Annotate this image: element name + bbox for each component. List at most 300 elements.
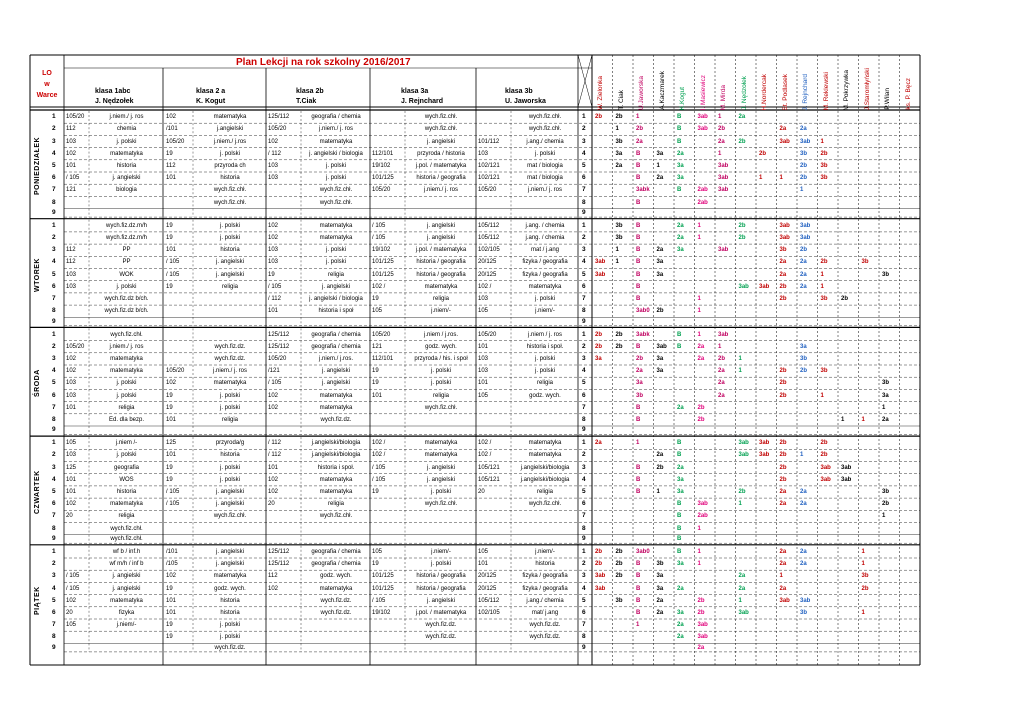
subject: j.niem./ j.ros. xyxy=(318,355,354,362)
room-number: 102 / xyxy=(478,283,492,290)
subject: historia i społ. xyxy=(317,464,355,471)
subject: wf b / inf.h xyxy=(112,548,141,555)
subject: religia xyxy=(327,271,345,278)
room-number: 105/20 xyxy=(372,187,391,194)
room-number: 103 xyxy=(66,452,77,459)
subject: wych.fiz.dz. xyxy=(214,644,246,651)
teacher-assignment: 3ab xyxy=(718,187,729,194)
teacher-assignment: 3abk xyxy=(636,187,650,194)
teacher-assignment: B xyxy=(677,440,682,447)
room-number: 103 xyxy=(66,283,77,290)
lesson-number: 6 xyxy=(582,608,586,616)
room-number: 20 xyxy=(268,501,275,508)
teacher-assignment: 2a xyxy=(718,368,725,375)
teacher-assignment: 1 xyxy=(820,283,824,290)
teacher-assignment: B xyxy=(636,235,641,241)
room-number: 112 xyxy=(66,259,76,266)
teacher-assignment: 3b xyxy=(882,271,890,278)
teacher-assignment: 2b xyxy=(779,283,787,290)
teacher-assignment: 1 xyxy=(636,114,640,121)
teacher-assignment: B xyxy=(636,247,641,254)
lesson-number: 6 xyxy=(582,174,586,182)
subject: j. angielski xyxy=(215,489,245,495)
subject: matematyka xyxy=(110,501,143,508)
lesson-number: 2 xyxy=(52,451,56,459)
subject: religia xyxy=(432,296,450,302)
room-number: 20/125 xyxy=(478,585,497,592)
teacher-assignment: 2b xyxy=(697,404,705,411)
subject: j. angielski xyxy=(215,501,245,508)
teacher-assignment: 3a xyxy=(656,355,664,362)
subject: matematyka xyxy=(319,222,353,229)
subject: j.niem/- xyxy=(431,548,451,555)
room-number: 102 / xyxy=(372,440,386,447)
room-number: / 105 xyxy=(268,380,282,387)
subject: historia xyxy=(220,175,240,182)
teacher-assignment: 2b xyxy=(615,548,623,555)
lesson-number: 9 xyxy=(52,426,56,434)
room-number: 101 xyxy=(166,452,177,459)
teacher-assignment: 3a xyxy=(656,585,664,592)
room-number: /121 xyxy=(268,368,280,375)
lesson-number: 9 xyxy=(52,534,56,542)
teacher-assignment: 2b xyxy=(800,175,808,182)
teacher-assignment: 2a xyxy=(779,489,787,495)
teacher-assignment: 2a xyxy=(656,609,664,616)
room-number: 102 xyxy=(268,235,279,241)
teacher-name: K.Kogut xyxy=(679,86,686,110)
room-number: 112 xyxy=(268,573,278,580)
room-number: 101/125 xyxy=(372,585,394,592)
subject: j.niem./ j. ros xyxy=(109,114,144,121)
teacher-assignment: 2ab xyxy=(697,199,708,206)
subject: j. polski xyxy=(325,162,347,169)
teacher-name: J. Nędzołek xyxy=(740,76,748,110)
room-number: 103 xyxy=(268,175,279,182)
teacher-assignment: B xyxy=(636,609,641,616)
class-teacher: J. Nędzołek xyxy=(95,98,134,105)
lesson-number: 6 xyxy=(52,500,56,508)
teacher-assignment: 2a xyxy=(800,283,807,290)
teacher-assignment: 1 xyxy=(820,392,824,399)
teacher-assignment: 2b xyxy=(738,489,746,495)
teacher-assignment: 2a xyxy=(656,247,664,254)
subject: matematyka xyxy=(319,489,353,495)
subject: j. angielski xyxy=(426,235,456,241)
subject: j. polski xyxy=(219,464,241,471)
subject: j. polski xyxy=(219,634,241,641)
class-name: klasa 3a xyxy=(401,88,429,95)
subject: j. polski xyxy=(534,150,556,157)
lesson-number: 7 xyxy=(52,186,56,194)
room-number: 19 xyxy=(166,392,173,399)
teacher-assignment: 2b xyxy=(656,464,664,471)
subject: matematyka xyxy=(213,380,247,387)
room-number: 101 xyxy=(478,561,489,568)
room-number: 105 xyxy=(66,440,77,447)
lesson-number: 4 xyxy=(52,149,56,157)
day-label: PONIEDZIAŁEK xyxy=(34,136,41,196)
teacher-assignment: B xyxy=(677,126,682,133)
room-number: /101 xyxy=(166,548,178,555)
lesson-number: 2 xyxy=(52,560,56,568)
subject: wych.fiz.chł. xyxy=(319,513,353,520)
subject: j. angielski xyxy=(215,548,245,555)
subject: j. polski xyxy=(534,368,556,375)
teacher-assignment: 2a xyxy=(677,464,684,471)
room-number: 102 / xyxy=(372,452,386,459)
teacher-assignment: 2a xyxy=(697,644,705,651)
lesson-number: 7 xyxy=(52,403,56,411)
lesson-number: 4 xyxy=(582,149,586,157)
lesson-number: 3 xyxy=(582,246,586,254)
teacher-assignment: B xyxy=(636,271,641,278)
subject: j. polski xyxy=(219,235,241,241)
page-title: Plan Lekcji na rok szkolny 2016/2017 xyxy=(236,57,411,68)
subject: j.niem./ j. ros xyxy=(212,368,248,375)
teacher-assignment: 2a xyxy=(779,259,787,266)
room-number: 105/20 xyxy=(166,368,185,375)
room-number: / 105 xyxy=(372,235,386,241)
subject: wych.fiz.dz b/ch. xyxy=(104,296,149,302)
subject: j. polski xyxy=(116,138,137,145)
teacher-assignment: 1 xyxy=(738,355,742,362)
teacher-assignment: 2a xyxy=(718,392,725,399)
teacher-assignment: 3a xyxy=(677,247,684,254)
subject: j.angielski/biologia xyxy=(311,440,361,447)
room-number: / 105 xyxy=(166,489,180,495)
teacher-assignment: B xyxy=(677,331,682,338)
teacher-assignment: 3ab xyxy=(595,573,606,580)
teacher-assignment: 2a xyxy=(718,138,725,145)
subject: wych.fiz.chł. xyxy=(528,501,562,508)
teacher-assignment: 1 xyxy=(697,561,701,568)
teacher-assignment: 1 xyxy=(800,452,804,459)
subject: historia xyxy=(535,561,555,568)
teacher-assignment: 2b xyxy=(738,235,746,241)
teacher-name: I. Masiewicz xyxy=(699,74,707,110)
teacher-assignment: 2a xyxy=(800,501,807,508)
teacher-assignment: 2b xyxy=(738,138,746,145)
teacher-assignment: 2a xyxy=(882,416,889,423)
teacher-assignment: 2b xyxy=(800,368,808,375)
class-name: klasa 2 a xyxy=(196,88,226,95)
subject: j. polski xyxy=(219,476,241,483)
teacher-assignment: 3ab xyxy=(800,138,811,145)
room-number: / 105 xyxy=(66,175,80,182)
teacher-assignment: 3ab xyxy=(759,440,770,447)
subject: wych.fiz.dz b/ch. xyxy=(104,308,149,315)
subject: wych.fiz.dz. xyxy=(214,355,246,362)
subject: wych.fiz.chł. xyxy=(424,404,458,411)
teacher-assignment: B xyxy=(677,501,682,508)
lesson-number: 9 xyxy=(582,534,586,542)
teacher-assignment: 2a xyxy=(656,452,664,459)
room-number: 101 xyxy=(166,597,177,604)
lesson-number: 2 xyxy=(582,234,586,241)
lesson-number: 4 xyxy=(582,258,586,266)
subject: wych.fiz.chł. xyxy=(213,187,247,194)
subject: j. angielski xyxy=(112,175,141,182)
room-number: / 112 xyxy=(268,150,281,157)
room-number: 101 xyxy=(66,404,77,411)
room-number: 112 xyxy=(166,162,176,169)
teacher-assignment: 2b xyxy=(615,343,623,350)
teacher-assignment: B xyxy=(636,573,641,580)
room-number: / 112 xyxy=(268,452,281,459)
room-number: 101/125 xyxy=(372,175,394,182)
subject: wf m/h / inf b xyxy=(109,561,144,568)
class-name: klasa 3b xyxy=(505,88,533,95)
room-number: 105/20 xyxy=(66,343,85,350)
lesson-number: 6 xyxy=(582,282,586,290)
lesson-number: 4 xyxy=(52,584,56,592)
teacher-assignment: 2a xyxy=(595,440,602,447)
room-number: 112 xyxy=(66,126,76,133)
teacher-assignment: 3ab xyxy=(738,452,749,459)
room-number: 121 xyxy=(66,187,77,194)
room-number: / 105 xyxy=(166,501,180,508)
room-number: 105/20 xyxy=(166,138,185,145)
teacher-assignment: 2ab xyxy=(697,513,708,520)
teacher-assignment: B xyxy=(636,283,641,290)
lesson-number: 7 xyxy=(582,186,586,194)
room-number: 102 xyxy=(66,368,77,375)
subject: godz. wych. xyxy=(320,573,352,580)
subject: wych.fiz.chł. xyxy=(213,513,247,520)
teacher-assignment: B xyxy=(636,585,641,592)
subject: j. angielski xyxy=(426,464,456,471)
room-number: /101 xyxy=(166,126,178,133)
lesson-number: 1 xyxy=(52,330,56,338)
teacher-assignment: 3a xyxy=(677,476,684,483)
teacher-assignment: 1 xyxy=(718,150,722,157)
teacher-assignment: 1 xyxy=(779,573,783,580)
teacher-assignment: 2b xyxy=(656,308,664,315)
room-number: / 112 xyxy=(268,296,281,302)
subject: j. polski xyxy=(534,355,556,362)
teacher-assignment: 2a xyxy=(779,561,787,568)
teacher-assignment: 3b xyxy=(615,235,623,241)
teacher-assignment: 3b xyxy=(820,368,828,375)
teacher-assignment: 3b xyxy=(779,247,787,254)
subject: religia xyxy=(432,392,450,399)
teacher-assignment: 2b xyxy=(779,452,787,459)
lesson-number: 5 xyxy=(582,161,586,169)
room-number: 102/121 xyxy=(478,175,500,182)
room-number: 101 xyxy=(478,343,489,350)
room-number: 19 xyxy=(166,634,173,641)
subject: j. angielski xyxy=(112,585,141,592)
room-number: 20/125 xyxy=(478,573,497,580)
teacher-assignment: 3b xyxy=(656,561,664,568)
teacher-assignment: 1 xyxy=(759,175,763,182)
subject: PP xyxy=(122,259,131,266)
room-number: 105/112 xyxy=(478,597,500,604)
room-number: 20 xyxy=(66,609,73,616)
subject: wych.fiz.dz.m/h xyxy=(105,235,148,241)
room-number: / 105 xyxy=(372,464,386,471)
lesson-number: 4 xyxy=(582,584,586,592)
subject: WOS xyxy=(119,476,134,483)
subject: j. polski xyxy=(325,175,347,182)
subject: j.niem./ j. ros xyxy=(527,187,563,194)
teacher-assignment: 1 xyxy=(861,609,865,616)
subject: j.ang. / chemia xyxy=(525,222,565,229)
teacher-assignment: 1 xyxy=(820,271,824,278)
room-number: 102 / xyxy=(372,283,386,290)
subject: matematyka xyxy=(319,404,353,411)
school-label-line: w xyxy=(44,81,50,88)
teacher-assignment: 2b xyxy=(697,609,705,616)
subject: j.pol. / matematyka xyxy=(415,247,467,254)
subject: j. polski xyxy=(116,380,137,387)
teacher-assignment: 1 xyxy=(718,343,722,350)
teacher-assignment: 3ab xyxy=(595,585,606,592)
lesson-number: 6 xyxy=(582,391,586,399)
subject: j.niem/- xyxy=(535,548,555,555)
teacher-assignment: 2b xyxy=(861,585,869,592)
room-number: 19 xyxy=(268,271,275,278)
teacher-assignment: B xyxy=(636,489,641,495)
room-number: 103 xyxy=(478,368,489,375)
lesson-number: 8 xyxy=(582,524,586,532)
subject: wych.fiz.chł. xyxy=(319,187,353,194)
subject: matematyka xyxy=(319,585,353,592)
room-number: 102 xyxy=(66,150,77,157)
teacher-assignment: 1 xyxy=(861,561,865,568)
room-number: 112/101 xyxy=(372,355,394,362)
room-number: 19 xyxy=(166,464,173,471)
teacher-assignment: 3a xyxy=(677,561,684,568)
subject: j. angielski xyxy=(426,476,456,483)
room-number: 101 xyxy=(166,175,177,182)
subject: historia i społ. xyxy=(526,343,564,350)
lesson-number: 3 xyxy=(52,137,56,145)
teacher-assignment: 3ab xyxy=(800,235,811,241)
lesson-number: 9 xyxy=(582,317,586,325)
lesson-number: 1 xyxy=(582,113,586,121)
teacher-assignment: 2b xyxy=(615,331,623,338)
subject: PP xyxy=(122,247,131,254)
subject: historia xyxy=(116,162,137,169)
teacher-assignment: 3a xyxy=(615,150,623,157)
teacher-assignment: 1 xyxy=(738,368,742,375)
teacher-assignment: B xyxy=(677,187,682,194)
subject: religia xyxy=(221,283,239,290)
subject: chemia xyxy=(116,126,137,133)
room-number: 102 xyxy=(66,501,77,508)
teacher-assignment: 2b xyxy=(779,368,787,375)
subject: wych.fiz.chł. xyxy=(110,535,143,542)
teacher-assignment: 3ab xyxy=(779,597,790,604)
lesson-number: 3 xyxy=(582,463,586,471)
teacher-assignment: 1 xyxy=(615,247,619,254)
teacher-assignment: 3ab xyxy=(841,476,852,483)
teacher-assignment: 2a xyxy=(677,150,684,157)
room-number: 101/112 xyxy=(478,138,500,145)
lesson-number: 4 xyxy=(52,475,56,483)
teacher-assignment: 3abk xyxy=(636,331,650,338)
room-number: 102 xyxy=(268,476,279,483)
teacher-name: A.Kaczmarek xyxy=(658,71,666,110)
teacher-assignment: 2b xyxy=(636,355,644,362)
subject: j.ang. / chemia xyxy=(525,235,565,241)
teacher-assignment: 2b xyxy=(779,440,787,447)
teacher-assignment: 2a xyxy=(738,114,746,121)
lesson-number: 3 xyxy=(582,572,586,580)
teacher-assignment: 1 xyxy=(841,416,845,423)
teacher-assignment: 1 xyxy=(697,331,701,338)
teacher-assignment: 2b xyxy=(800,247,808,254)
teacher-assignment: 3ab xyxy=(820,476,831,483)
room-number: 101/125 xyxy=(372,259,394,266)
subject: wych.fiz.chł. xyxy=(424,114,458,121)
room-number: 102 xyxy=(66,355,77,362)
room-number: / 105 xyxy=(166,271,180,278)
day-label: PIĄTEK xyxy=(34,586,41,616)
room-number: / 112 xyxy=(268,440,281,447)
lesson-number: 7 xyxy=(52,295,56,302)
room-number: 101 xyxy=(66,489,77,495)
subject: wych.fiz.dz. xyxy=(320,609,352,616)
subject: j. angielski / biologia xyxy=(309,296,363,302)
lesson-number: 6 xyxy=(52,608,56,616)
lesson-number: 5 xyxy=(52,270,56,278)
lesson-number: 8 xyxy=(52,415,56,423)
teacher-name: M. Reklewski xyxy=(822,71,830,110)
lesson-number: 7 xyxy=(582,621,586,629)
subject: historia / geografia xyxy=(416,271,466,278)
subject: geografia / chemia xyxy=(311,561,361,568)
teacher-assignment: 2a xyxy=(615,162,623,169)
teacher-assignment: 2ab xyxy=(697,187,708,194)
teacher-assignment: 2b xyxy=(595,114,603,121)
subject: przyroda / historia xyxy=(417,150,465,157)
subject: j.niem/- xyxy=(431,308,451,315)
room-number: 101 xyxy=(478,380,489,387)
teacher-assignment: 2a xyxy=(738,585,746,592)
lesson-number: 9 xyxy=(52,643,56,651)
teacher-assignment: B xyxy=(636,150,641,157)
lesson-number: 2 xyxy=(582,560,586,568)
subject: j. angielski xyxy=(426,138,456,145)
lesson-number: 6 xyxy=(52,391,56,399)
subject: godz. wych. xyxy=(214,585,246,592)
room-number: 103 xyxy=(66,138,77,145)
class-name: klasa 1abc xyxy=(95,88,131,95)
lesson-number: 9 xyxy=(52,208,56,216)
teacher-assignment: B xyxy=(677,535,682,542)
teacher-assignment: B xyxy=(636,404,641,411)
teacher-assignment: 3b xyxy=(800,609,808,616)
day-label: WTOREK xyxy=(34,257,41,292)
school-label-line: LO xyxy=(42,70,52,77)
teacher-assignment: 3ab xyxy=(779,235,790,241)
class-teacher: T.Ciak xyxy=(296,98,317,105)
teacher-assignment: 1 xyxy=(820,138,824,145)
subject: historia / geografia xyxy=(416,259,466,266)
room-number: 19/102 xyxy=(372,609,391,616)
teacher-assignment: 2a xyxy=(677,622,684,629)
lesson-number: 8 xyxy=(52,633,56,641)
subject: przyroda/g xyxy=(215,440,245,447)
subject: matematyka xyxy=(528,452,562,459)
room-number: 20/125 xyxy=(478,259,497,266)
lesson-number: 3 xyxy=(582,137,586,145)
teacher-assignment: B xyxy=(677,452,682,459)
teacher-assignment: 2a xyxy=(656,175,664,182)
